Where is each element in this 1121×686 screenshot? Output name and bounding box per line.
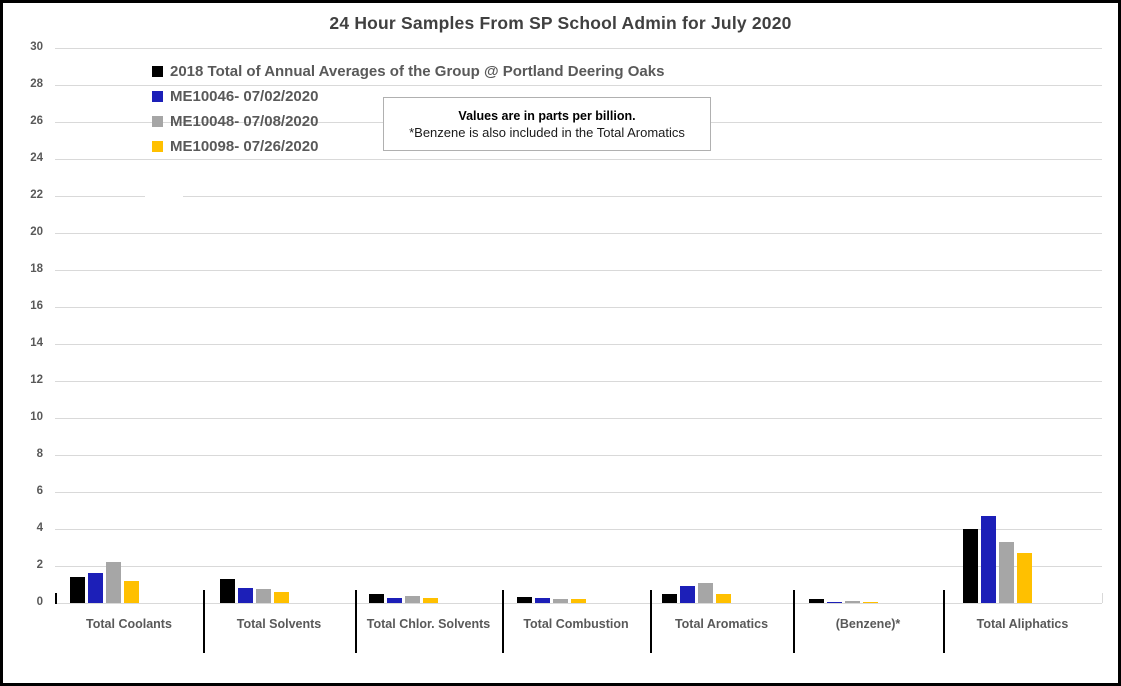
bar-s2-total-aliphatics: [999, 542, 1014, 603]
bar-s1-total-combustion: [535, 598, 550, 603]
y-axis-label: 14: [30, 337, 43, 349]
bar-s0-total-combustion: [517, 597, 532, 603]
bar-s1-total-coolants: [88, 573, 103, 603]
y-axis-label: 18: [30, 263, 43, 275]
y-axis-label: 20: [30, 226, 43, 238]
bar-s1-total-aliphatics: [981, 516, 996, 603]
y-axis-label: 24: [30, 152, 43, 164]
bar-s1-total-aromatics: [680, 586, 695, 603]
legend-swatch-black: [152, 66, 163, 77]
gridline-y30: [55, 48, 1102, 49]
y-axis-label: 10: [30, 411, 43, 423]
axis-right-tick: [1102, 593, 1103, 603]
gridline-y22: [55, 196, 1102, 197]
legend-swatch-gray: [152, 116, 163, 127]
gridline-y10: [55, 418, 1102, 419]
category-label: Total Solvents: [236, 617, 322, 631]
category-separator: [650, 590, 652, 653]
gridline-y24: [55, 159, 1102, 160]
y-axis-label: 12: [30, 374, 43, 386]
axis-left-tick: [55, 593, 57, 604]
gridline-y12: [55, 381, 1102, 382]
y-axis-label: 16: [30, 300, 43, 312]
gridline-y4: [55, 529, 1102, 530]
legend-swatch-blue: [152, 91, 163, 102]
bar-s1-total-chlor-solvents: [387, 598, 402, 603]
y-axis-label: 4: [36, 522, 43, 534]
legend-label: 2018 Total of Annual Averages of the Group @ Portland Deering Oaks: [170, 63, 665, 80]
category-label: Total Combustion: [523, 617, 629, 631]
gridline-gap-patch: [145, 190, 183, 203]
note-units-text: Values are in parts per billion.: [458, 108, 636, 123]
note-box: [383, 97, 711, 151]
gridline-y16: [55, 307, 1102, 308]
bar-s3-total-aliphatics: [1017, 553, 1032, 603]
bar-s1--benzene-: [827, 602, 842, 603]
bar-s0-total-aliphatics: [963, 529, 978, 603]
bar-s2-total-coolants: [106, 562, 121, 603]
bar-s2-total-solvents: [256, 589, 271, 603]
chart-title: 24 Hour Samples From SP School Admin for July 2020: [329, 13, 792, 33]
legend-label: ME10048- 07/08/2020: [170, 113, 319, 130]
y-axis-label: 30: [30, 41, 43, 53]
legend-label: ME10098- 07/26/2020: [170, 138, 319, 155]
bar-s3-total-chlor-solvents: [423, 598, 438, 603]
category-label: Total Aliphatics: [976, 617, 1069, 631]
bar-s0--benzene-: [809, 599, 824, 603]
bar-s0-total-solvents: [220, 579, 235, 603]
bar-s2-total-aromatics: [698, 583, 713, 603]
y-axis-label: 0: [36, 596, 43, 608]
bar-s3--benzene-: [863, 602, 878, 603]
bar-s3-total-coolants: [124, 581, 139, 603]
bar-s3-total-aromatics: [716, 594, 731, 603]
gridline-y6: [55, 492, 1102, 493]
category-separator: [502, 590, 504, 653]
gridline-y14: [55, 344, 1102, 345]
category-separator: [355, 590, 357, 653]
legend-swatch-gold: [152, 141, 163, 152]
gridline-y2: [55, 566, 1102, 567]
gridline-y20: [55, 233, 1102, 234]
bar-s2-total-chlor-solvents: [405, 596, 420, 603]
category-label: Total Chlor. Solvents: [366, 617, 491, 631]
legend-label: ME10046- 07/02/2020: [170, 88, 319, 105]
bar-s0-total-chlor-solvents: [369, 594, 384, 603]
y-axis-label: 28: [30, 78, 43, 90]
note-benzene-text: *Benzene is also included in the Total Aromatics: [409, 124, 685, 140]
category-separator: [203, 590, 205, 653]
bar-s0-total-coolants: [70, 577, 85, 603]
bar-s2--benzene-: [845, 601, 860, 603]
gridline-y18: [55, 270, 1102, 271]
y-axis-label: 22: [30, 189, 43, 201]
bar-s0-total-aromatics: [662, 594, 677, 603]
y-axis-label: 26: [30, 115, 43, 127]
y-axis-label: 6: [36, 485, 43, 497]
y-axis-label: 8: [36, 448, 43, 460]
bar-s1-total-solvents: [238, 588, 253, 603]
y-axis-label: 2: [36, 559, 43, 571]
bar-s3-total-combustion: [571, 599, 586, 603]
category-label: Total Coolants: [86, 617, 172, 631]
bar-s2-total-combustion: [553, 599, 568, 603]
category-separator: [793, 590, 795, 653]
category-separator: [943, 590, 945, 653]
legend-item-2018-averages: [152, 59, 664, 84]
category-label: Total Aromatics: [674, 617, 769, 631]
category-label: (Benzene)*: [835, 617, 901, 631]
bar-s3-total-solvents: [274, 592, 289, 603]
gridline-y8: [55, 455, 1102, 456]
